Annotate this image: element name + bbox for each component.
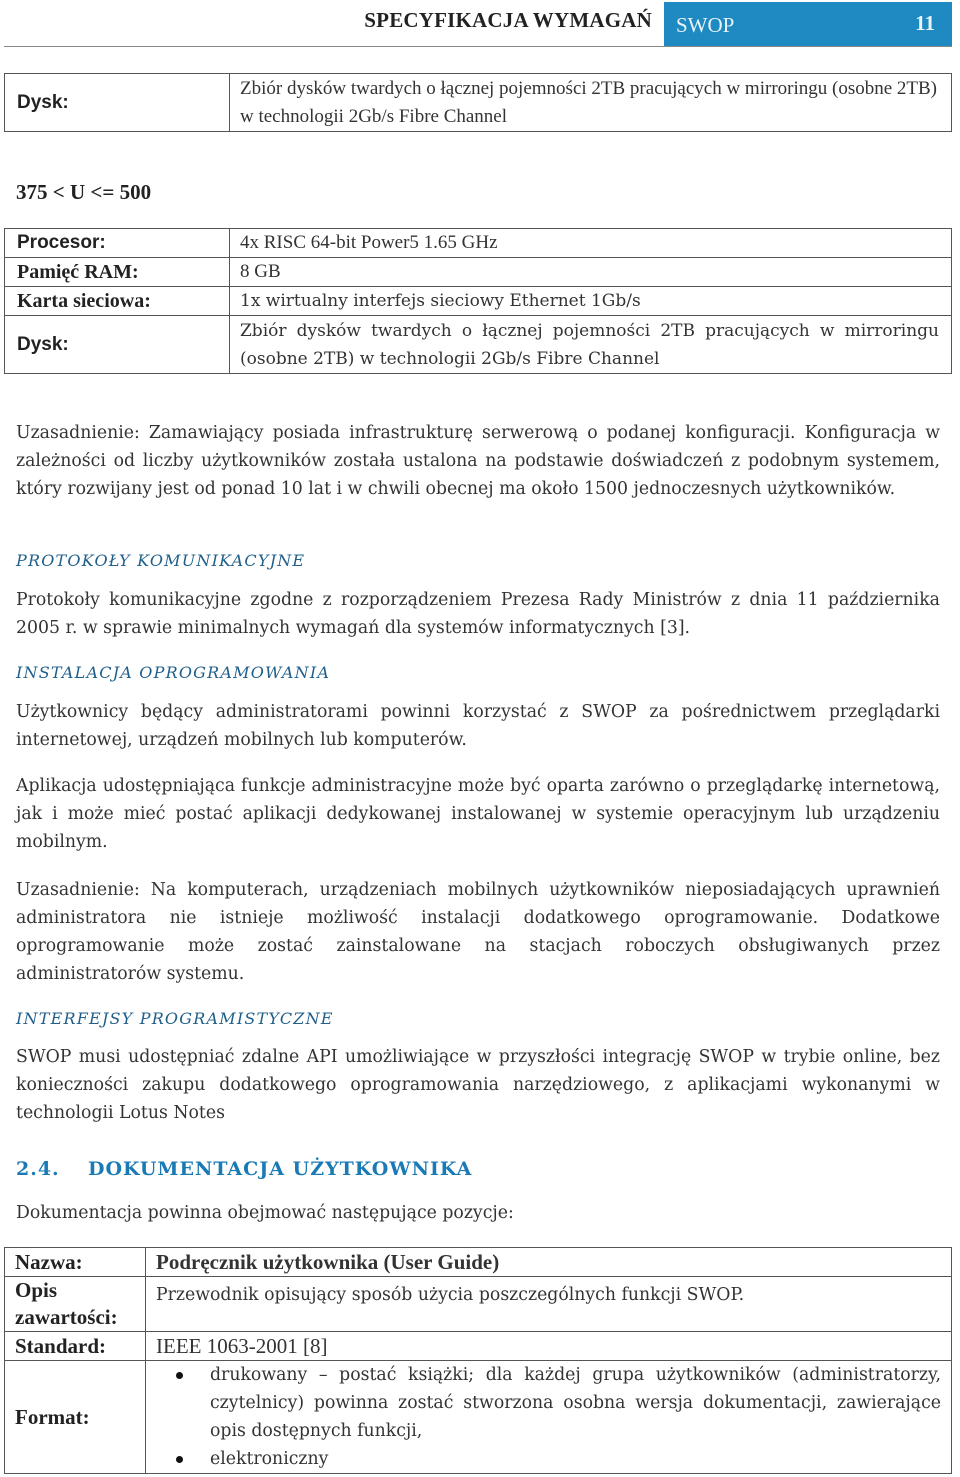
table-row xyxy=(5,1332,952,1361)
processor-label: Procesor: xyxy=(5,229,230,258)
list-item xyxy=(146,1445,941,1473)
interfaces-heading: INTERFEJSY PROGRAMISTYCZNE xyxy=(16,1009,334,1028)
bullet-icon xyxy=(176,1456,183,1463)
table-row xyxy=(5,74,952,132)
bullet-icon xyxy=(176,1372,183,1379)
ram-value: 8 GB xyxy=(230,258,952,287)
installation-paragraph-1: Użytkownicy będący administratorami powinni korzystać z SWOP za pośrednictwem przeglądarki internetowej, urządzeń mobilnych lub komputerów. xyxy=(16,702,940,750)
name-value: Podręcznik użytkownika (User Guide) xyxy=(146,1248,952,1277)
description-label: Opis zawartości: xyxy=(5,1277,146,1332)
documentation-table xyxy=(4,1247,952,1474)
document-title: SPECYFIKACJA WYMAGAŃ xyxy=(364,8,652,32)
disk-label: Dysk: xyxy=(5,316,230,374)
table-row xyxy=(5,1248,952,1277)
table-row xyxy=(5,287,952,316)
format-list xyxy=(146,1361,941,1473)
chapter-intro: Dokumentacja powinna obejmować następujące pozycje: xyxy=(16,1203,514,1223)
list-item-text: drukowany – postać książki; dla każdej grupa użytkowników (administratorzy, czytelnicy) powinna zostać stworzona osobna wersja dokumentacji, zawierające opis dostępnych funkcji, xyxy=(210,1365,941,1441)
chapter-number: 2.4. xyxy=(16,1158,60,1180)
format-value xyxy=(146,1361,952,1474)
table-row xyxy=(5,1277,952,1332)
chapter-heading xyxy=(16,1158,472,1180)
disk-label: Dysk: xyxy=(5,74,230,132)
disk-spec-table-continued xyxy=(4,73,952,132)
network-card-label: Karta sieciowa: xyxy=(5,287,230,316)
list-item-text: elektroniczny xyxy=(210,1449,329,1469)
table-row xyxy=(5,229,952,258)
header-divider xyxy=(4,46,952,47)
standard-value: IEEE 1063-2001 [8] xyxy=(146,1332,952,1361)
page-header xyxy=(0,0,960,46)
ram-label: Pamięć RAM: xyxy=(5,258,230,287)
table-row xyxy=(5,316,952,374)
protocols-heading: PROTOKOŁY KOMUNIKACYJNE xyxy=(16,551,306,570)
description-value: Przewodnik opisujący sposób użycia poszczególnych funkcji SWOP. xyxy=(146,1277,952,1332)
justification-paragraph: Uzasadnienie: Zamawiający posiada infrastrukturę serwerową o podanej konfiguracji. Konfiguracja w zależności od liczby użytkowników została ustalona na podstawie doświadczeń z podobnym systemem, który rozwijany jest od ponad 10 lat i w chwili obecnej ma około 1500 jednoczesnych użytkowników. xyxy=(16,423,940,499)
table-row xyxy=(5,258,952,287)
list-item xyxy=(146,1361,941,1445)
user-range-heading: 375 < U <= 500 xyxy=(16,180,152,204)
product-name: SWOP xyxy=(676,13,735,37)
table-row xyxy=(5,1361,952,1474)
name-label: Nazwa: xyxy=(5,1248,146,1277)
page-number: 11 xyxy=(915,11,935,35)
chapter-title: DOKUMENTACJA UŻYTKOWNIKA xyxy=(88,1158,473,1180)
disk-value: Zbiór dysków twardych o łącznej pojemności 2TB pracujących w mirroringu (osobne 2TB) w technologii 2Gb/s Fibre Channel xyxy=(230,316,952,374)
standard-label: Standard: xyxy=(5,1332,146,1361)
format-label: Format: xyxy=(5,1361,146,1474)
disk-value: Zbiór dysków twardych o łącznej pojemności 2TB pracujących w mirroringu (osobne 2TB) w technologii 2Gb/s Fibre Channel xyxy=(230,74,952,132)
processor-value: 4x RISC 64-bit Power5 1.65 GHz xyxy=(230,229,952,258)
server-spec-table xyxy=(4,228,952,374)
installation-justification: Uzasadnienie: Na komputerach, urządzeniach mobilnych użytkowników nieposiadających uprawnień administratora nie istnieje możliwość instalacji dodatkowego oprogramowanie. Dodatkowe oprogramowanie może zostać zainstalowane na stacjach roboczych obsługiwanych przez administratorów systemu. xyxy=(16,880,940,984)
protocols-paragraph: Protokoły komunikacyjne zgodne z rozporządzeniem Prezesa Rady Ministrów z dnia 11 października 2005 r. w sprawie minimalnych wymagań dla systemów informatycznych [3]. xyxy=(16,590,940,638)
installation-heading: INSTALACJA OPROGRAMOWANIA xyxy=(16,663,331,682)
installation-paragraph-2: Aplikacja udostępniająca funkcje administracyjne może być oparta zarówno o przeglądarkę internetową, jak i może mieć postać aplikacji dedykowanej instalowanej w systemie operacyjnym lub urządzeniu mobilnym. xyxy=(16,776,940,852)
header-accent-box xyxy=(664,2,952,46)
network-card-value: 1x wirtualny interfejs sieciowy Ethernet 1Gb/s xyxy=(230,287,952,316)
interfaces-paragraph: SWOP musi udostępniać zdalne API umożliwiające w przyszłości integrację SWOP w trybie online, bez konieczności zakupu dodatkowego oprogramowania narzędziowego, z aplikacjami wykonanymi w technologii Lotus Notes xyxy=(16,1047,940,1123)
